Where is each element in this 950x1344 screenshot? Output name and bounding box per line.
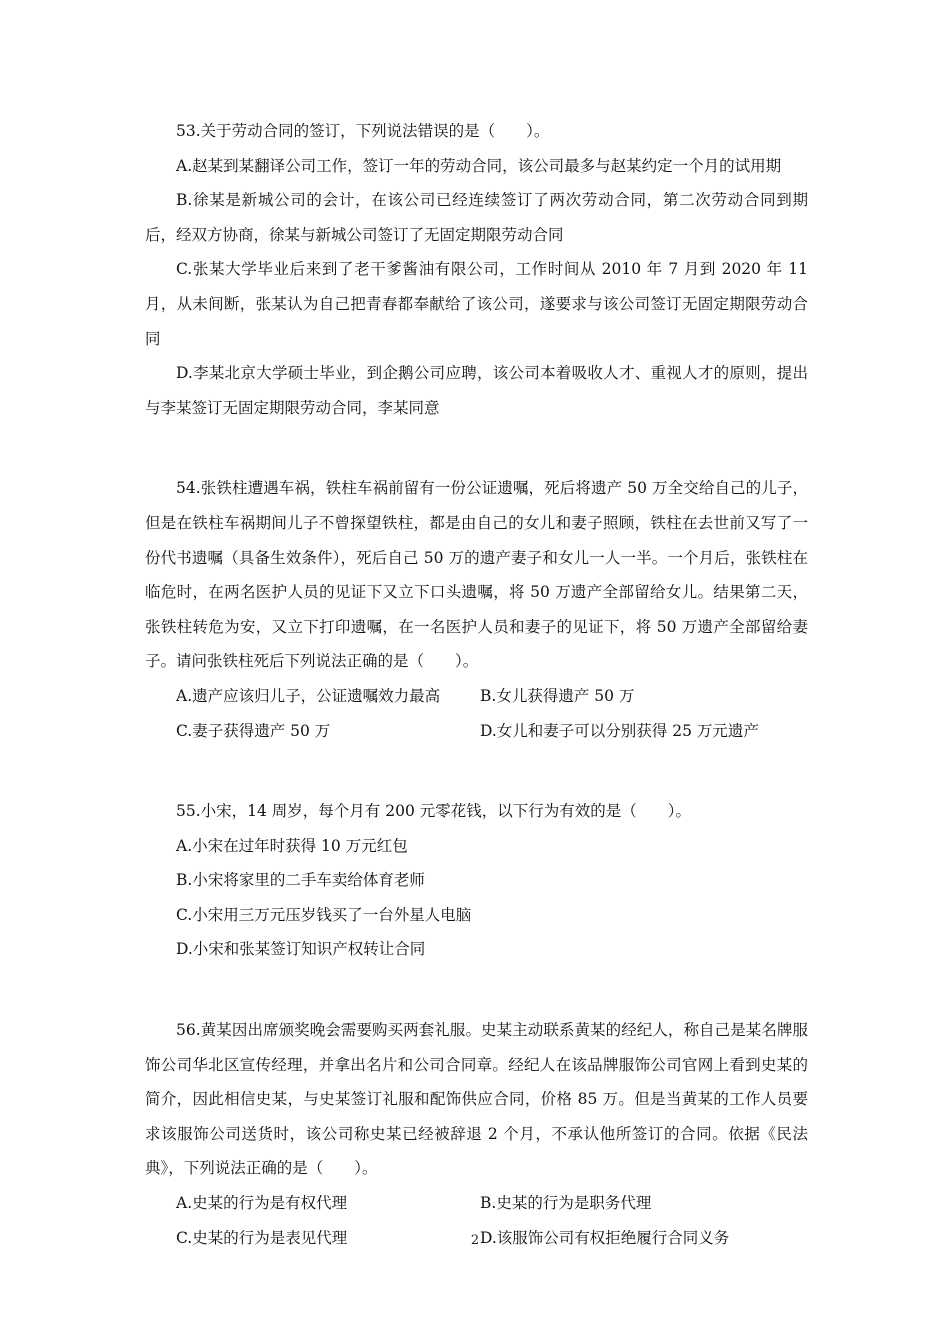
option-a: A.史某的行为是有权代理	[176, 1194, 348, 1213]
question-56	[145, 1013, 808, 1255]
option-row	[145, 1186, 808, 1221]
option-a: A.小宋在过年时获得 10 万元红包	[176, 836, 408, 855]
option-d: D.女儿和妻子可以分别获得 25 万元遗产	[480, 721, 759, 740]
option-c: C.小宋用三万元压岁钱买了一台外星人电脑	[176, 905, 472, 924]
question-stem: 53.关于劳动合同的签订，下列说法错误的是（ ）。	[176, 122, 550, 140]
option-b: B.女儿获得遗产 50 万	[480, 686, 635, 705]
option-c: C.史某的行为是表见代理	[176, 1228, 348, 1247]
option-a: A.赵某到某翻译公司工作，签订一年的劳动合同，该公司最多与赵某约定一个月的试用期	[176, 156, 782, 175]
question-53	[145, 114, 808, 425]
option-d: D.该服饰公司有权拒绝履行合同义务	[480, 1228, 730, 1247]
option-c: C.张某大学毕业后来到了老干爹酱油有限公司，工作时间从 2010 年 7 月到 2020 年 11 月，从未间断，张某认为自己把青春都奉献给了该公司，遂要求与该公司签订无固定期限劳动合同	[145, 260, 808, 348]
question-list	[145, 114, 808, 1301]
option-row	[145, 714, 808, 749]
option-row	[145, 679, 808, 714]
option-b: B.徐某是新城公司的会计，在该公司已经连续签订了两次劳动合同，第二次劳动合同到期后，经双方协商，徐某与新城公司签订了无固定期限劳动合同	[145, 191, 808, 244]
question-stem: 55.小宋，14 周岁，每个月有 200 元零花钱，以下行为有效的是（ ）。	[176, 802, 691, 821]
option-c: C.妻子获得遗产 50 万	[176, 721, 331, 740]
question-54	[145, 471, 808, 748]
option-d: D.小宋和张某签订知识产权转让合同	[176, 940, 426, 959]
option-a: A.遗产应该归儿子，公证遗嘱效力最高	[176, 686, 441, 705]
option-b: B.小宋将家里的二手车卖给体育老师	[176, 871, 425, 890]
page-number: 2	[470, 1233, 480, 1248]
option-b: B.史某的行为是职务代理	[480, 1194, 652, 1213]
option-d: D.李某北京大学硕士毕业，到企鹅公司应聘，该公司本着吸收人才、重视人才的原则，提出与李某签订无固定期限劳动合同，李某同意	[145, 364, 808, 417]
question-stem: 54.张铁柱遭遇车祸，铁柱车祸前留有一份公证遗嘱，死后将遗产 50 万全交给自己的儿子，但是在铁柱车祸期间儿子不曾探望铁柱，都是由自己的女儿和妻子照顾，铁柱在去世前又写了一份代书遗嘱（具备生效条件），死后自己 50 万的遗产妻子和女儿一人一半。一个月后，张铁柱在临危时，在两名医护人员的见证下又立下口头遗嘱，将 50 万遗产全部留给女儿。结果第二天，张铁柱转危为安，又立下打印遗嘱，在一名医护人员和妻子的见证下，将 50 万遗产全部留给妻子。请问张铁柱死后下列说法正确的是（ ）。	[145, 479, 808, 671]
question-55	[145, 794, 808, 967]
question-stem: 56.黄某因出席颁奖晚会需要购买两套礼服。史某主动联系黄某的经纪人，称自己是某名牌服饰公司华北区宣传经理，并拿出名片和公司合同章。经纪人在该品牌服饰公司官网上看到史某的简介，因此相信史某，与史某签订礼服和配饰供应合同，价格 85 万。但是当黄某的工作人员要求该服饰公司送货时，该公司称史某已经被辞退 2 个月，不承认他所签订的合同。依据《民法典》，下列说法正确的是（ ）。	[145, 1021, 808, 1178]
